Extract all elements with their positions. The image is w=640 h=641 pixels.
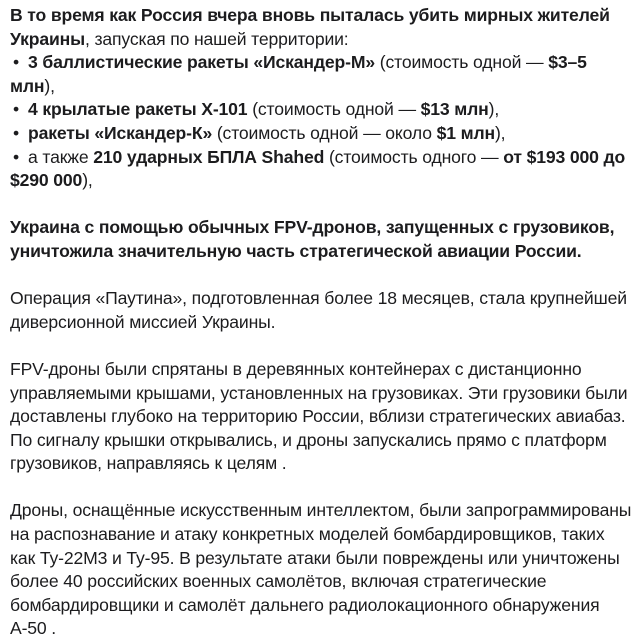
bullet-item-1 (10, 51, 634, 98)
intro-bold: В то время как Россия вчера вновь пыталась убить мирных жителей Украины (10, 5, 610, 49)
bullet-text-end: ), (82, 170, 93, 191)
bullet-bold: 3 баллистические ракеты «Искандер-М» (28, 52, 376, 73)
bullet-bold: ракеты «Искандер-К» (28, 122, 213, 143)
paragraph-gap (10, 334, 634, 358)
bullet-item-4 (10, 146, 634, 193)
containers-paragraph: FPV-дроны были спрятаны в деревянных контейнерах с дистанционно управляемыми крышами, установленных на грузовиках. Эти грузовики были доставлены глубоко на территорию России, вблизи стратегических авиабаз. По сигналу крышки открывались, и дроны запускались прямо с платформ грузовиков, направляясь к целям . (10, 358, 628, 474)
paragraph-gap (10, 264, 634, 288)
bullet-item-3 (10, 122, 634, 146)
intro-paragraph (10, 4, 634, 51)
bullet-text-end: ), (488, 99, 500, 120)
bullet-prefix: а также (28, 146, 94, 167)
headline-paragraph (10, 216, 634, 263)
bullet-item-2 (10, 98, 634, 122)
bullet-text-end: ), (494, 122, 506, 143)
headline-text: Украина с помощью обычных FPV-дронов, запущенных с грузовиков, уничтожила значительную часть стратегической авиации России. (10, 217, 615, 261)
bullet-text: (стоимость одной — (375, 52, 549, 73)
bullet-text: (стоимость одной — около (212, 122, 437, 143)
intro-normal: , запуская по нашей территории: (85, 28, 349, 49)
bullet-price: $3–5 млн (10, 52, 587, 96)
bullet-text-end: ), (44, 75, 55, 96)
paragraph-gap (10, 193, 634, 217)
bullet-price: $1 млн (436, 122, 495, 143)
bullet-text: (стоимость одного — (324, 146, 504, 167)
post-text (10, 4, 634, 641)
operation-paragraph: Операция «Паутина», подготовленная более 18 месяцев, стала крупнейшей диверсионной миссией Украины. (10, 288, 627, 332)
bullet-marker: • (13, 122, 20, 143)
bullet-marker: • (13, 99, 20, 120)
bullet-bold: 4 крылатые ракеты Х-101 (28, 99, 248, 120)
bullet-price: $13 млн (420, 99, 489, 120)
paragraph-gap (10, 476, 634, 500)
ai-drones-paragraph: Дроны, оснащённые искусственным интеллектом, были запрограммированы на распознавание и атаку конкретных моделей бомбардировщиков, таких как Ту-22М3 и Ту-95. В результате атаки были повреждены или уничтожены более 40 российских военных самолётов, включая стратегические бомбардировщики и самолёт дальнего радиолокационного обнаружения А-50 . (10, 500, 632, 639)
bullet-marker: • (13, 146, 20, 167)
bullet-price: от $193 000 до $290 000 (10, 146, 626, 191)
bullet-marker: • (13, 52, 20, 73)
bullet-bold: 210 ударных БПЛА Shahed (93, 146, 325, 167)
bullet-text: (стоимость одной — (247, 99, 421, 120)
